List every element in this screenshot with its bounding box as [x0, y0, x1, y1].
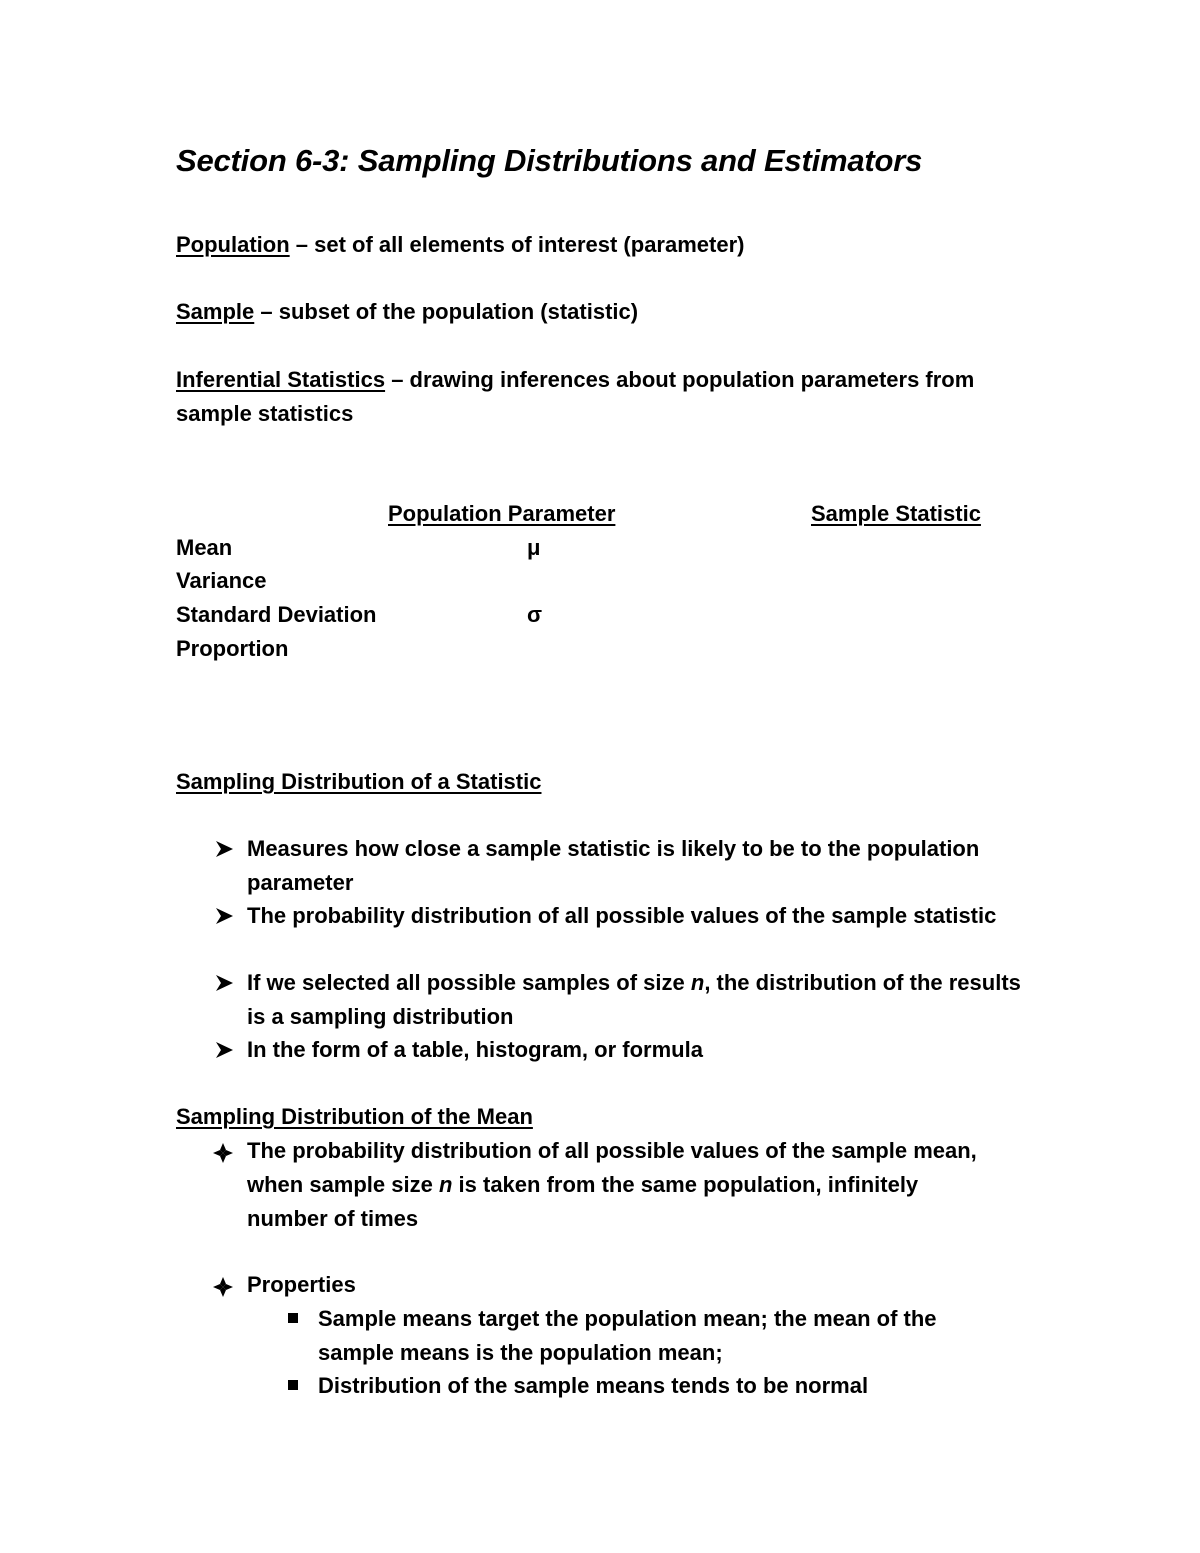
- definition-text: – drawing inferences about population parameters from sample statistics: [176, 367, 975, 426]
- definition-text: – set of all elements of interest (parameter): [289, 232, 745, 257]
- table-row-parameter: σ: [527, 602, 543, 627]
- diamond-bullet-icon: [212, 1140, 234, 1162]
- list-item-text-post: is taken from the same population, infinitely number of times: [247, 1172, 919, 1231]
- section-heading-sampling-statistic: [176, 765, 541, 799]
- definition-inferential-statistics: [176, 363, 996, 431]
- definition-term: Population: [176, 232, 290, 257]
- table-row-label: Proportion: [176, 636, 289, 661]
- table-row-label: Mean: [176, 535, 233, 560]
- column-header-population-parameter: Population Parameter: [388, 501, 616, 526]
- square-bullet-icon: [288, 1380, 298, 1390]
- list-item-text: The probability distribution of all possible values of the sample statistic: [247, 903, 997, 928]
- list-item-variable: n: [438, 1172, 453, 1197]
- section-heading-sampling-mean: [176, 1100, 533, 1134]
- diamond-bullet-icon: [212, 1274, 234, 1296]
- list-item-text-pre: The probability distribution of all possible values of the sample mean, when sample size: [247, 1138, 977, 1197]
- list-item-text: [247, 1134, 987, 1236]
- definition-term: Sample: [176, 299, 255, 324]
- table-row-label: Variance: [176, 568, 267, 593]
- list-item-text: Measures how close a sample statistic is likely to be to the population parameter: [247, 836, 980, 895]
- arrowhead-bullet-icon: [213, 1033, 237, 1067]
- definition-text: – subset of the population (statistic): [254, 299, 639, 324]
- list-item-text: Sample means target the population mean; the mean of the sample means is the population mean;: [318, 1306, 937, 1365]
- list-item: [318, 1302, 1018, 1370]
- list-item-text: Properties: [247, 1272, 356, 1297]
- list-item: [247, 832, 1027, 900]
- definition-population: [176, 228, 744, 262]
- list-item: [247, 966, 1037, 1034]
- list-item-text: Distribution of the sample means tends to be normal: [318, 1373, 869, 1398]
- definition-sample: [176, 295, 638, 329]
- square-bullet-icon: [288, 1313, 298, 1323]
- arrowhead-bullet-icon: [213, 899, 237, 933]
- list-item: [247, 1033, 1027, 1067]
- arrowhead-bullet-icon: [213, 966, 237, 1000]
- list-item: [247, 1268, 987, 1302]
- list-item-text-pre: If we selected all possible samples of size: [247, 970, 691, 995]
- list-item-text-post: , the distribution of the results is a sampling distribution: [247, 970, 1021, 1029]
- list-item-text: In the form of a table, histogram, or formula: [247, 1037, 703, 1062]
- section-heading-text: Sampling Distribution of the Mean: [176, 1104, 533, 1129]
- arrowhead-bullet-icon: [213, 832, 237, 866]
- section-heading-text: Sampling Distribution of a Statistic: [176, 769, 542, 794]
- list-item-variable: n: [690, 970, 705, 995]
- column-header-sample-statistic: Sample Statistic: [811, 501, 981, 526]
- definition-term: Inferential Statistics: [176, 367, 386, 392]
- page-title: Section 6-3: Sampling Distributions and Estimators: [176, 143, 923, 178]
- list-item-text: [247, 966, 1037, 1034]
- table-row-label: Standard Deviation: [176, 602, 377, 627]
- list-item: [318, 1369, 1018, 1403]
- table-row-parameter: μ: [527, 535, 541, 560]
- list-item: [247, 899, 1027, 933]
- list-item: [247, 1134, 987, 1236]
